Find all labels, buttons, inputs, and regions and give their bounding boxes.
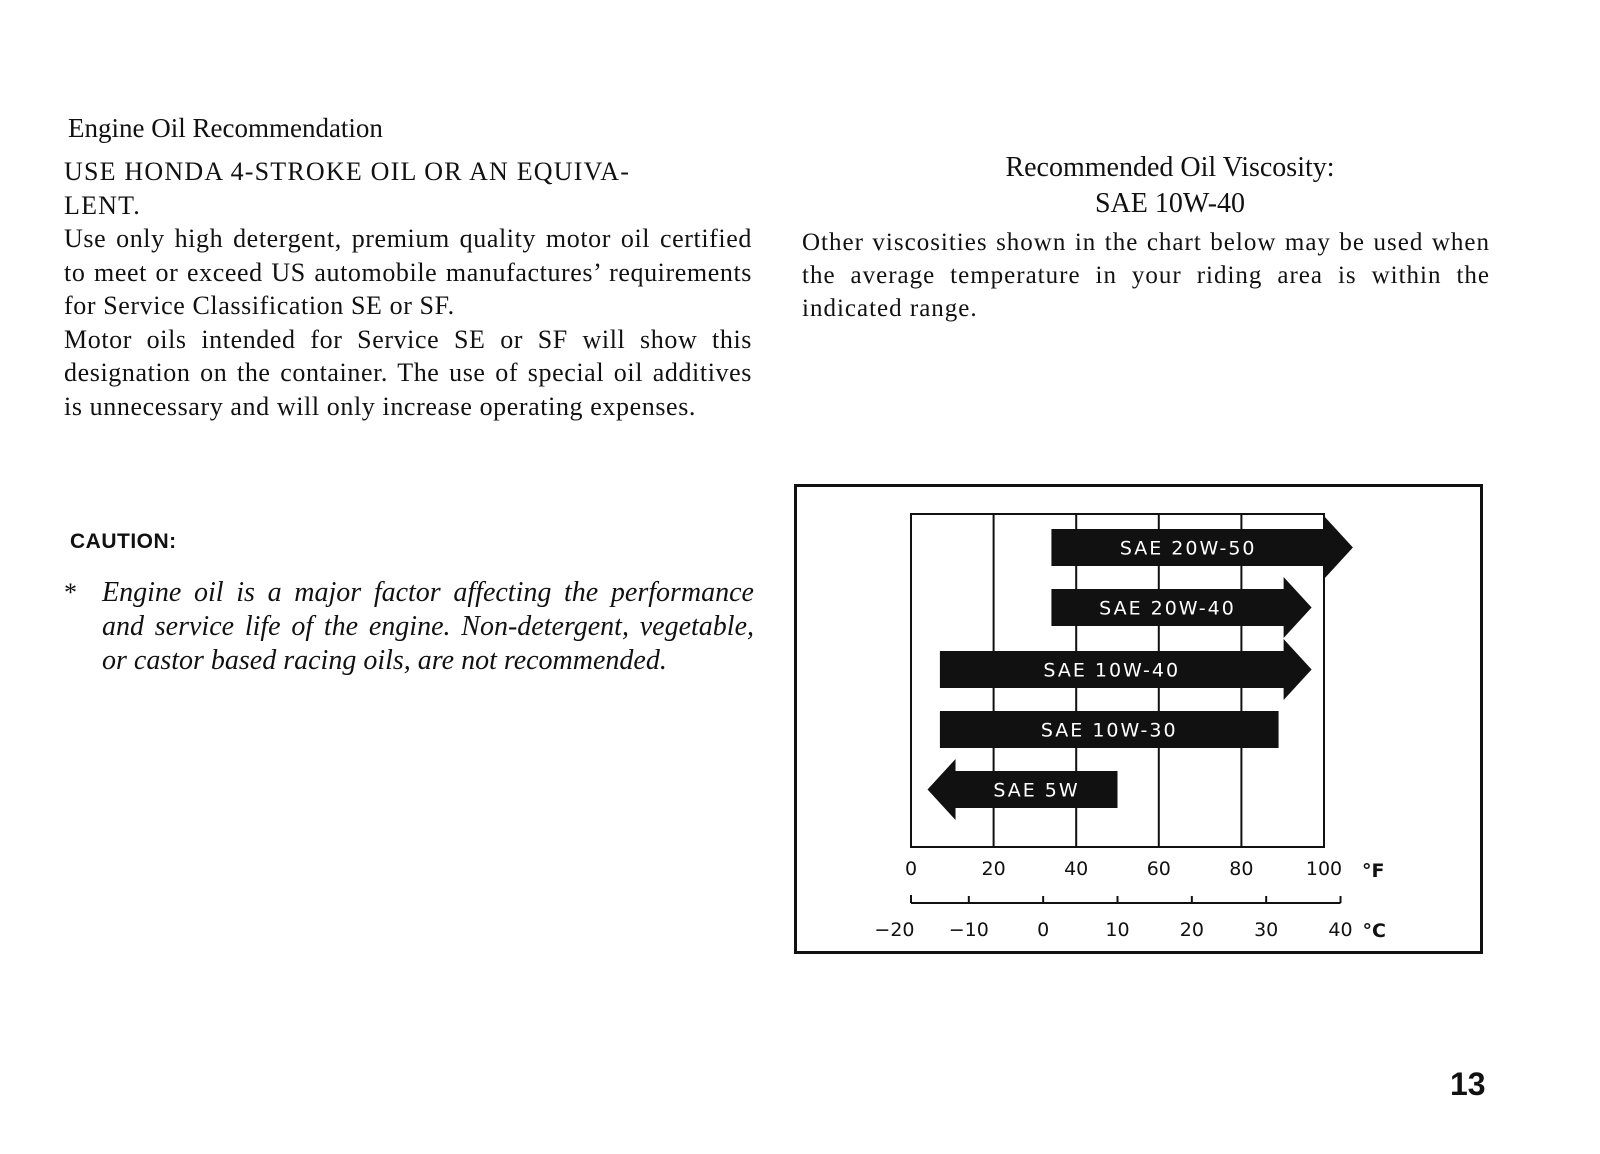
tick-label-c-20: 20 xyxy=(1179,919,1204,941)
viscosity-title xyxy=(800,150,1540,222)
instruction-line-2: LENT. xyxy=(64,190,141,220)
page-number: 13 xyxy=(1450,1066,1486,1102)
viscosity-chart xyxy=(794,484,1483,954)
section-heading: Engine Oil Recommendation xyxy=(68,113,383,143)
unit-label-c: °C xyxy=(1362,920,1386,942)
tick-label-f-80: 80 xyxy=(1229,858,1254,880)
tick-label-c-0: 0 xyxy=(1037,919,1050,941)
caution-label: CAUTION: xyxy=(70,530,177,553)
caution-note xyxy=(64,576,754,678)
unit-label-f: °F xyxy=(1362,860,1385,882)
tick-label-c-minus20: −20 xyxy=(874,919,915,941)
tick-label-c-10: 10 xyxy=(1105,919,1130,941)
tick-label-f-40: 40 xyxy=(1064,858,1089,880)
tick-label-f-20: 20 xyxy=(981,858,1006,880)
viscosity-chart-svg xyxy=(797,487,1480,951)
tick-label-c-minus10: −10 xyxy=(948,919,989,941)
caution-text: Engine oil is a major factor affecting the performance and service life of the engine. Non-detergent, vegetable, or castor based racing oils, are not recommended. xyxy=(102,577,754,676)
viscosity-title-line-2: SAE 10W-40 xyxy=(1094,188,1246,219)
left-column xyxy=(64,155,752,423)
bar-label-sae-20w-40: SAE 20W-40 xyxy=(1099,597,1236,620)
bar-label-sae-5w: SAE 5W xyxy=(993,779,1080,802)
tick-label-c-30: 30 xyxy=(1254,919,1279,941)
paragraph-service-classification: Use only high detergent, premium quality motor oil certified to meet or exceed US automobile manufactures’ requirements for Service Classification SE or SF. xyxy=(64,224,752,320)
instruction-line-1: USE HONDA 4-STROKE OIL OR AN EQUIVA- xyxy=(64,157,631,186)
asterisk-bullet: * xyxy=(64,578,77,607)
viscosity-title-line-1: Recommended Oil Viscosity: xyxy=(1005,152,1335,183)
tick-label-f-0: 0 xyxy=(904,858,918,880)
bar-label-sae-10w-30: SAE 10W-30 xyxy=(1040,719,1178,742)
tick-label-f-100: 100 xyxy=(1305,858,1343,880)
viscosity-paragraph: Other viscosities shown in the chart below may be used when the average temperature in your riding area is within the indicated range. xyxy=(802,229,1490,322)
tick-label-f-60: 60 xyxy=(1146,858,1171,880)
tick-label-c-40: 40 xyxy=(1328,919,1353,941)
paragraph-container-designation: Motor oils intended for Service SE or SF will show this designation on the container. The use of special oil additives is unnecessary and will only increase operating expenses. xyxy=(64,324,752,421)
bar-label-sae-10w-40: SAE 10W-40 xyxy=(1043,659,1181,682)
bar-label-sae-20w-50: SAE 20W-50 xyxy=(1119,537,1257,560)
